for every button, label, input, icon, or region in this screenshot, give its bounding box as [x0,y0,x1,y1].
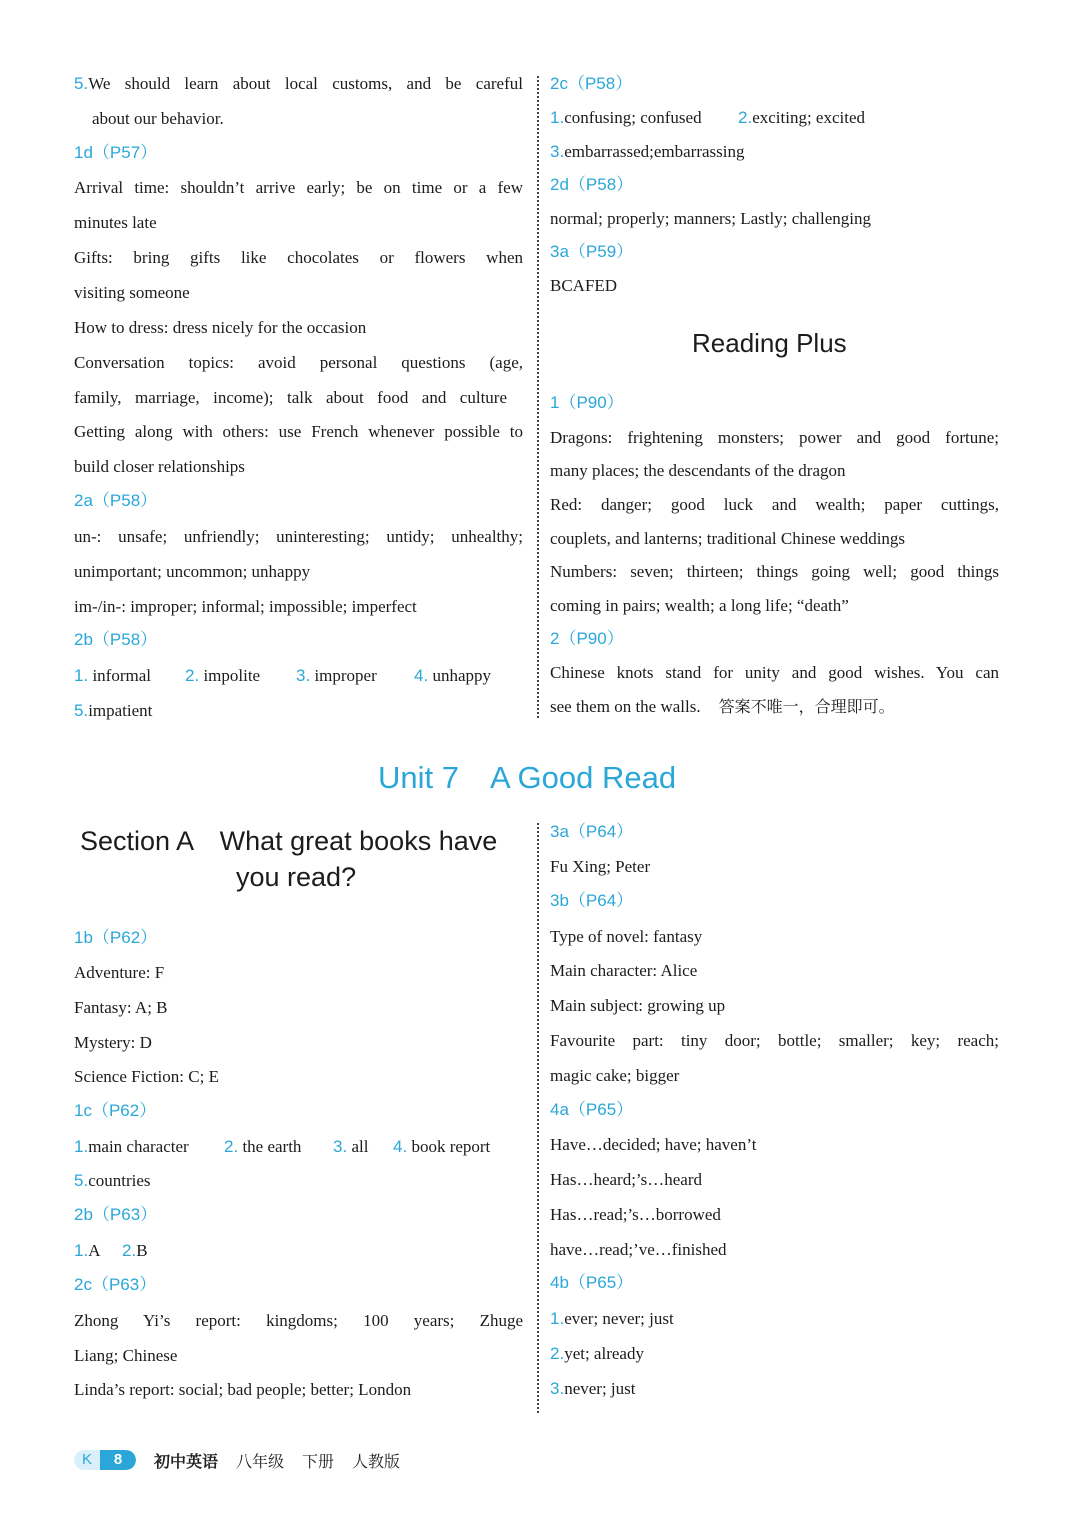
answer-item: 2. the earth [224,1137,302,1156]
answer-line: Red: danger; good luck and wealth; paper cuttings, [550,495,999,514]
answer-item: 1. informal [74,666,151,685]
answer-item: 3. improper [296,666,377,685]
answer-line: Main character: Alice [550,961,698,980]
item-number: 5. [74,74,89,93]
exercise-heading: 4a（P65） [550,1100,634,1119]
answer-line: Main subject: growing up [550,996,726,1015]
answer-item: 1.main character [74,1137,189,1156]
answer-line: family, marriage, income); talk about food and culture [74,388,507,407]
answer-line: magic cake; bigger [550,1066,680,1085]
page-number: 8 [100,1450,136,1470]
answer-line: Zhong Yi’s report: kingdoms; 100 years; Zhuge [74,1311,523,1330]
answer-line: Has…heard;’s…heard [550,1170,703,1189]
answer-line: Has…read;’s…borrowed [550,1205,721,1224]
exercise-heading: 1b（P62） [74,928,158,947]
exercise-heading: 2b（P63） [74,1205,158,1224]
column-divider-bottom [537,823,539,1413]
answer-line: Fantasy: A; B [74,998,168,1017]
exercise-heading: 2a（P58） [74,491,158,510]
exercise-heading: 3b（P64） [550,891,634,910]
exercise-heading: 2（P90） [550,629,624,648]
exercise-heading: 3a（P64） [550,822,634,841]
reading-plus-title: Reading Plus [692,328,847,358]
answer-line: BCAFED [550,276,618,295]
answer-line: Fu Xing; Peter [550,857,651,876]
exercise-heading: 1c（P62） [74,1101,157,1120]
answer-line: have…read;’ve…finished [550,1240,727,1259]
answer-line: Conversation topics: avoid personal questions (age, [74,353,523,372]
answer-item: 5.countries [74,1171,151,1190]
answer-line: Arrival time: shouldn’t arrive early; be on time or a few [74,178,523,197]
answer-line: about our behavior. [92,109,224,128]
answer-item: 5.impatient [74,701,153,720]
answer-line: coming in pairs; wealth; a long life; “death” [550,596,849,615]
answer-line: Favourite part: tiny door; bottle; smaller; key; reach; [550,1031,999,1050]
answer-item: 4. unhappy [414,666,491,685]
answer-line: normal; properly; manners; Lastly; challenging [550,209,872,228]
grade-label: 八年级 [236,1451,285,1471]
answer-item: 3. all [333,1137,369,1156]
section-title-continued: you read? [236,862,357,892]
badge-letter: K [74,1450,100,1470]
answer-item: 4. book report [393,1137,491,1156]
column-divider-top [537,76,539,718]
exercise-heading: 1（P90） [550,393,624,412]
exercise-heading: 2b（P58） [74,630,158,649]
answer-line: How to dress: dress nicely for the occasion [74,318,367,337]
page-footer [74,1448,418,1472]
answer-item: 3.embarrassed;embarrassing [550,142,745,161]
answer-line: minutes late [74,213,157,232]
answer-line: many places; the descendants of the dragon [550,461,846,480]
answer-line: Mystery: D [74,1033,152,1052]
answer-line: un-: unsafe; unfriendly; uninteresting; untidy; unhealthy; [74,527,523,546]
answer-line: Dragons: frightening monsters; power and good fortune; [550,428,999,447]
answer-line: build closer relationships [74,457,245,476]
answer-item: 1.A [74,1241,101,1260]
answer-item: 1.ever; never; just [550,1309,674,1328]
answer-line: Gifts: bring gifts like chocolates or flowers when [74,248,523,267]
exercise-heading: 4b（P65） [550,1273,634,1292]
unit-title: Unit 7 A Good Read [378,760,677,795]
book-title: 初中英语 [154,1451,219,1471]
exercise-heading: 2d（P58） [550,175,634,194]
answer-item: 2.yet; already [550,1344,644,1363]
answer-line: Science Fiction: C; E [74,1067,219,1086]
answer-line: Liang; Chinese [74,1346,178,1365]
answer-line: visiting someone [74,283,190,302]
answer-item: 2.B [122,1241,148,1260]
volume-label: 下册 [302,1451,335,1471]
answer-line: couplets, and lanterns; traditional Chinese weddings [550,529,906,548]
exercise-heading: 1d（P57） [74,143,158,162]
page-badge [74,1450,136,1470]
exercise-heading: 2c（P58） [550,74,633,93]
answer-line: Type of novel: fantasy [550,927,703,946]
exercise-heading: 3a（P59） [550,242,634,261]
answer-line: Have…decided; have; haven’t [550,1135,757,1154]
edition-label: 人教版 [352,1451,401,1471]
answer-item: 2. impolite [185,666,261,685]
exercise-heading: 2c（P63） [74,1275,157,1294]
answer-line: see them on the walls. 答案不唯一，合理即可。 [550,697,895,716]
answer-item: 2.exciting; excited [738,108,866,127]
answer-line: Chinese knots stand for unity and good wishes. You can [550,663,999,682]
section-title: Section A What great books have [80,826,498,856]
answer-line: Linda’s report: social; bad people; better; London [74,1380,412,1399]
answer-line: Numbers: seven; thirteen; things going well; good things [550,562,999,581]
answer-line: Adventure: F [74,963,165,982]
answer-item: 3.never; just [550,1379,636,1398]
answer-line: im-/in-: improper; informal; impossible; imperfect [74,597,417,616]
answer-line: unimportant; uncommon; unhappy [74,562,311,581]
answer-item: 1.confusing; confused [550,108,702,127]
answer-note: 答案不唯一，合理即可。 [718,697,895,716]
answer-line: 5.We should learn about local customs, and be careful [74,74,523,93]
answer-line: Getting along with others: use French whenever possible to [74,422,523,441]
